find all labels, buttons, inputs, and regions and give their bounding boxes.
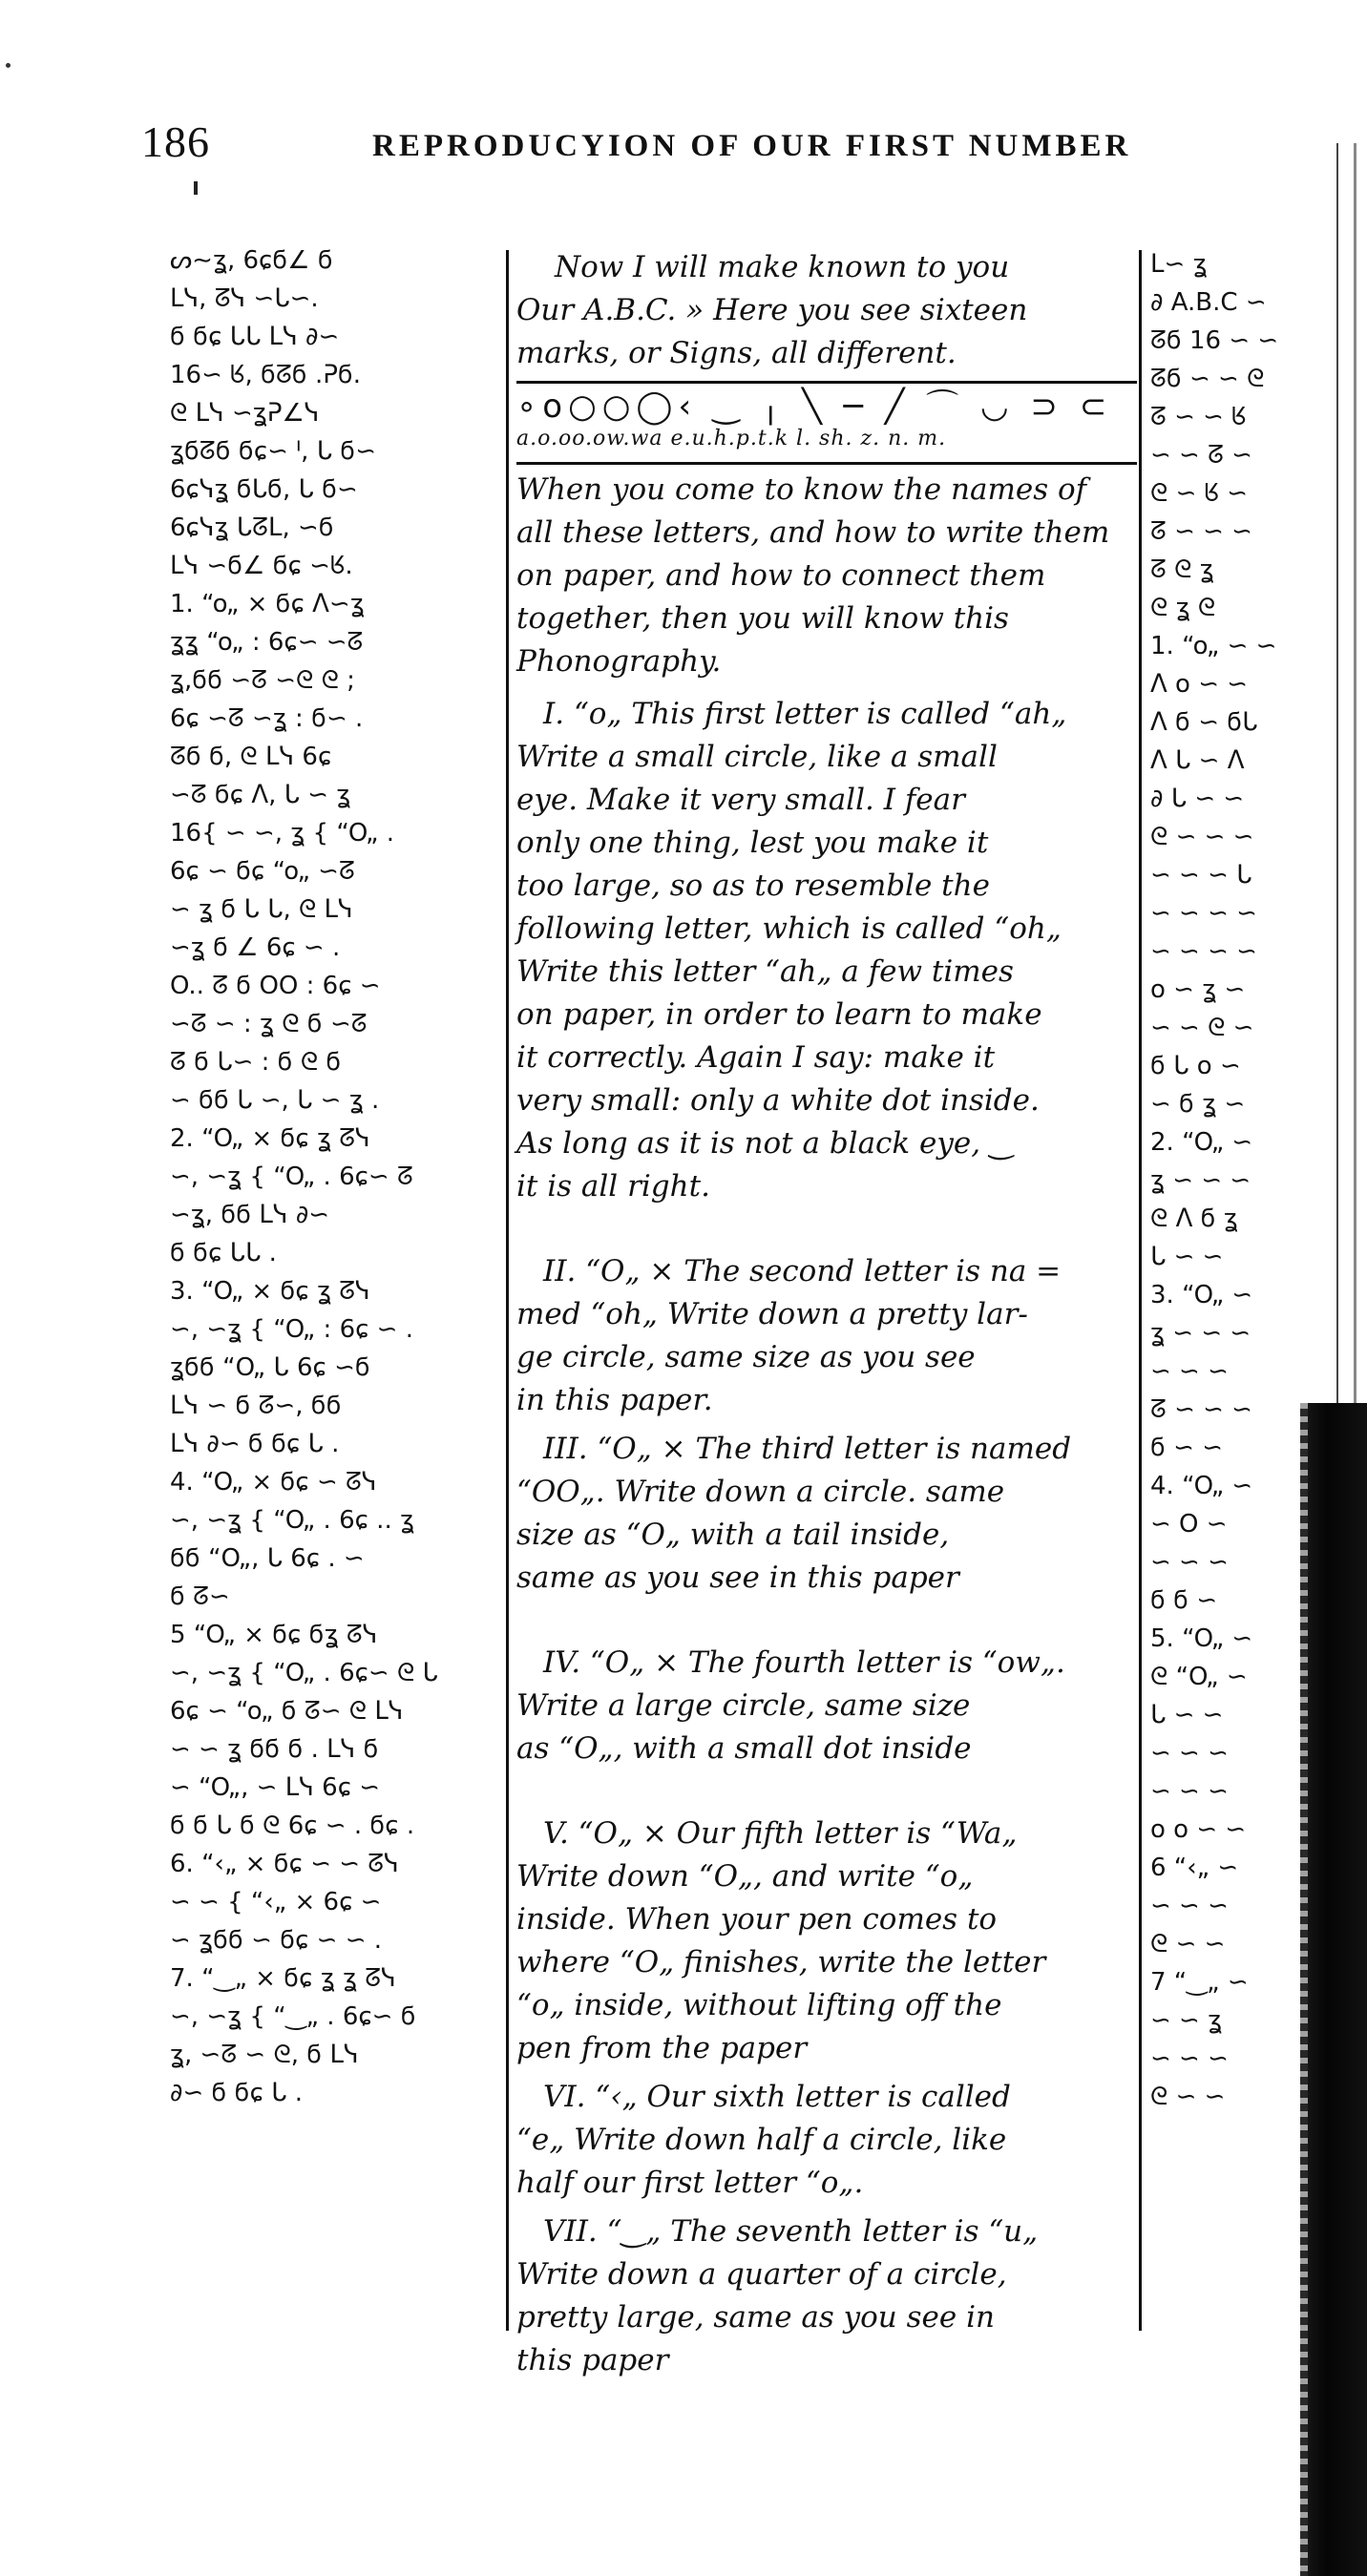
shorthand-line: 2. “O„ ∽ (1150, 1128, 1253, 1157)
text-line: As long as it is not a black eye, ‿ (516, 1126, 1014, 1161)
text-line: together, then you will know this (516, 601, 1009, 636)
text-line: where “O„ finishes, write the letter (516, 1945, 1046, 1979)
shorthand-line: ϭ ϭɕ ᒐᒐ ᒪᓭ ∂∽ (170, 323, 340, 351)
shorthand-line: ᘔϭ 16 ∽ ∽ (1150, 326, 1279, 355)
shorthand-line: 16{ ∽ ∽, ʓ { “O„ . (170, 819, 394, 848)
divider (516, 381, 1137, 384)
shorthand-line: ∽ ∽ ∽ (1150, 1548, 1229, 1577)
shorthand-line: ᘓ ∽ ∽ (1150, 1930, 1226, 1958)
shorthand-line: ᒪᓭ ∽ ϭ ᘔ∽, ϭϭ (170, 1392, 342, 1420)
phonetic-sign-row: ∘o○○◯‹ ‿ ╷ ╲ ─ ╱ ⌒ ◡ ⊃ ⊂ (516, 387, 1113, 426)
shorthand-line: 16∽ ᖉ, ϭᘔϭ .ᕈϭ. (170, 361, 362, 389)
shorthand-line: ϭ ϭ ∽ (1150, 1586, 1218, 1615)
running-header: REPRODUCYION OF OUR FIRST NUMBER (372, 129, 1132, 163)
lessons (516, 469, 1137, 2382)
shorthand-line: ᒐ ∽ ∽ (1150, 1243, 1224, 1271)
shorthand-line: ᘔϭ ∽ ∽ ᘓ (1150, 365, 1265, 393)
shorthand-line: 6ɕ ∽ᘔ ∽ʓ : ϭ∽ . (170, 704, 364, 733)
text-line: this paper (516, 2343, 669, 2377)
text-line: Our A.B.C. » Here you see sixteen (516, 293, 1028, 327)
shorthand-line: ᒪᓭ, ᘔᓭ ∽ᒐ∽. (170, 284, 319, 313)
shorthand-line: ϭ ϭɕ ᒐᒐ . (170, 1239, 277, 1267)
shorthand-line: ∽ ∽ ∽ (1150, 1357, 1229, 1386)
shorthand-line: ∽, ∽ʓ { “O„ . 6ɕ∽ ᘓ ᒐ (170, 1659, 438, 1687)
speck (6, 63, 11, 68)
text-line: on paper, and how to connect them (516, 558, 1046, 593)
shorthand-line: ∽ʓ, ϭϭ ᒪᓭ ∂∽ (170, 1201, 330, 1229)
text-line: IV. “O„ × The fourth letter is “ow„. (543, 1645, 1065, 1680)
shorthand-line: ᘓ ᒪᓭ ∽ʓᕈ∠ᓭ (170, 399, 320, 428)
text-line: size as “O„ with a tail inside, (516, 1518, 950, 1552)
shorthand-line: ᒪᓭ ∂∽ ϭ ϭɕ ᒐ . (170, 1430, 340, 1458)
shorthand-line: ∽, ∽ʓ { “‿„ . 6ɕ∽ ϭ (170, 2002, 416, 2031)
shorthand-line: ʓ ∽ ∽ ∽ (1150, 1166, 1251, 1195)
shorthand-line: ∽, ∽ʓ { “O„ : 6ɕ ∽ . (170, 1315, 413, 1344)
shorthand-line: ᘔ ∽ ∽ ᖉ (1150, 403, 1247, 431)
shorthand-line: ʓ ∽ ∽ ∽ (1150, 1319, 1251, 1348)
shorthand-line: ∽, ∽ʓ { “O„ . 6ɕ .. ʓ (170, 1506, 414, 1535)
shorthand-line: ∽ ϭ ʓ ∽ (1150, 1090, 1246, 1119)
shorthand-line: ∽ ∽ ∽ (1150, 1777, 1229, 1806)
lesson-paragraph (516, 693, 1137, 1208)
shorthand-line: ∽ ʓ ϭ ᒐ ᒐ, ᘓ ᒪᓭ (170, 895, 353, 924)
text-line: pretty large, same as you see in (516, 2300, 995, 2335)
text-line: inside. When your pen comes to (516, 1902, 998, 1937)
shorthand-line: ∽ ʓϭϭ ∽ ϭɕ ∽ ∽ . (170, 1926, 383, 1955)
shorthand-line: ϭ ᘔ∽ (170, 1582, 230, 1611)
shorthand-line: ∽ ∽ ∽ (1150, 2044, 1229, 2073)
shorthand-line: ∽ O ∽ (1150, 1510, 1228, 1539)
text-line: marks, or Signs, all different. (516, 336, 957, 370)
shorthand-line: ᘓ ᐱ ϭ ʓ (1150, 1204, 1238, 1233)
text-line: Now I will make known to you (555, 250, 1010, 284)
text-line: half our first letter “o„. (516, 2166, 864, 2200)
text-line: “OO„. Write down a circle. same (516, 1475, 1005, 1509)
shorthand-line: 6ɕ ∽ ϭɕ “o„ ∽ᘔ (170, 857, 355, 886)
shorthand-line: ∽ ∽ ᘔ ∽ (1150, 441, 1252, 470)
shorthand-line: ϭϭ “O„, ᒐ 6ɕ . ∽ (170, 1544, 365, 1573)
shorthand-line: ᘓ ∽ ᖉ ∽ (1150, 479, 1249, 508)
text-line: as “O„, with a small dot inside (516, 1731, 972, 1766)
text-line: only one thing, lest you make it (516, 826, 989, 860)
shorthand-line: ∽ ϭϭ ᒐ ∽, ᒐ ∽ ʓ . (170, 1086, 380, 1115)
left-shorthand-column (170, 246, 494, 2346)
phonetic-key-row: a.o.oo.ow.wa e.u.h.p.t.k l. sh. z. n. m. (516, 427, 947, 450)
shorthand-line: ϭ ϭ ᒐ ϭ ᘓ 6ɕ ∽ . ϭɕ . (170, 1812, 415, 1840)
shorthand-line: 1. “o„ × ϭɕ ᐱ∽ʓ (170, 590, 365, 618)
text-line: I. “o„ This first letter is called “ah„ (543, 697, 1067, 731)
shorthand-line: ᐱ ᒐ ∽ ᐱ (1150, 746, 1245, 775)
text-line: Write a large circle, same size (516, 1688, 971, 1723)
shorthand-line: ∽ ∽ ∽ (1150, 1892, 1229, 1920)
text-line: Write this letter “ah„ a few times (516, 954, 1014, 989)
text-line: Write down a quarter of a circle, (516, 2257, 1007, 2292)
left-column-rule (506, 250, 509, 2331)
shorthand-line: ᘓ ∽ ∽ (1150, 2083, 1226, 2111)
shorthand-line: 3. “O„ × ϭɕ ʓ ᘔᓭ (170, 1277, 370, 1306)
shorthand-line: O.. ᘔ ϭ OO : 6ɕ ∽ (170, 972, 381, 1000)
shorthand-line: ᘔ ϭ ᒐ∽ : ϭ ᘓ ϭ (170, 1048, 342, 1077)
lesson-paragraph (516, 2210, 1137, 2382)
intro-block (516, 246, 1137, 375)
longhand-column (516, 246, 1137, 2382)
shorthand-line: ᐱ ϭ ∽ ϭᒐ (1150, 708, 1258, 737)
shorthand-line: ʓ, ∽ᘔ ∽ ᘓ, ϭ ᒪᓭ (170, 2041, 359, 2069)
text-line: it correctly. Again I say: make it (516, 1040, 996, 1075)
shorthand-line: ᔕ∼ʓ, 6ɕϭ∠ ϭ (170, 246, 333, 275)
shorthand-line: 4. “O„ ∽ (1150, 1472, 1253, 1500)
text-line: it is all right. (516, 1169, 710, 1204)
shorthand-line: o ∽ ʓ ∽ (1150, 975, 1246, 1004)
shorthand-line: ∽ ∽ ᘓ ∽ (1150, 1014, 1254, 1042)
shorthand-line: 6ɕ ∽ “o„ ϭ ᘔ∽ ᘓ ᒪᓭ (170, 1697, 404, 1726)
text-line: in this paper. (516, 1383, 713, 1417)
shorthand-line: ʓ,ϭϭ ∽ᘔ ∽ᘓ ᘓ ; (170, 666, 355, 695)
shorthand-line: 6ɕᓭʓ ϭᒐϭ, ᒐ ϭ∽ (170, 475, 358, 504)
shorthand-line: o o ∽ ∽ (1150, 1815, 1247, 1844)
text-line: VI. “‹„ Our sixth letter is called (543, 2080, 1011, 2114)
shorthand-line: ᘔ ∽ ∽ ∽ (1150, 1395, 1252, 1424)
shorthand-line: ᘔ ᘓ ʓ (1150, 555, 1214, 584)
text-line: pen from the paper (516, 2031, 808, 2065)
text-line: II. “O„ × The second letter is na = (543, 1254, 1062, 1288)
text-line: same as you see in this paper (516, 1560, 959, 1595)
shorthand-line: ϭ ᒐ o ∽ (1150, 1052, 1241, 1080)
shorthand-line: 2. “O„ × ϭɕ ʓ ᘔᓭ (170, 1124, 370, 1153)
shorthand-line: ʓϭϭ “O„ ᒐ 6ɕ ∽ϭ (170, 1353, 370, 1382)
shorthand-line: ∽ ∽ { “‹„ × 6ɕ ∽ (170, 1888, 382, 1916)
text-line: When you come to know the names of (516, 472, 1087, 507)
shorthand-line: 6ɕᓭʓ ᒐᘔᒪ, ∽ϭ (170, 513, 334, 542)
shorthand-line: ∽ ∽ ∽ ∽ (1150, 899, 1257, 928)
text-line: III. “O„ × The third letter is named (543, 1432, 1072, 1466)
lesson-paragraph (516, 469, 1137, 683)
lesson-paragraph (516, 1642, 1137, 1770)
shorthand-line: ᘓ ʓ ᘓ (1150, 594, 1216, 622)
shorthand-line: ∽ᘔ ∽ : ʓ ᘓ ϭ ∽ᘔ (170, 1010, 368, 1038)
right-shorthand-column (1150, 250, 1301, 2331)
text-line: VII. “‿„ The seventh letter is “u„ (543, 2214, 1039, 2249)
shorthand-line: ᒐ ∽ ∽ (1150, 1701, 1224, 1729)
lesson-paragraph (516, 1428, 1137, 1600)
shorthand-line: ∽ʓ ϭ ∠ 6ɕ ∽ . (170, 933, 341, 962)
text-line: Write a small circle, like a small (516, 740, 998, 774)
shorthand-line: ʓʓ “o„ : 6ɕ∽ ∽ᘔ (170, 628, 364, 657)
lesson-paragraph (516, 1812, 1137, 2070)
shorthand-line: ∽ ∽ ʓ ϭϭ ϭ . ᒪᓭ ϭ (170, 1735, 379, 1764)
shorthand-line: 4. “O„ × ϭɕ ∽ ᘔᓭ (170, 1468, 377, 1497)
shorthand-line: ᘔ ∽ ∽ ∽ (1150, 517, 1252, 546)
text-line: ge circle, same size as you see (516, 1340, 976, 1374)
shorthand-line: ∽ ∽ ∽ ᒐ (1150, 861, 1252, 890)
shorthand-line: 3. “O„ ∽ (1150, 1281, 1253, 1309)
scan-edge-shadow (1300, 1403, 1367, 2576)
right-column-rule (1139, 250, 1142, 2331)
shorthand-line: ʓϭᘔϭ ϭɕ∽ ᑊ, ᒐ ϭ∽ (170, 437, 376, 466)
lesson-paragraph (516, 2076, 1137, 2205)
shorthand-line: ∂ ᒐ ∽ ∽ (1150, 785, 1245, 813)
shorthand-line: 5. “O„ ∽ (1150, 1624, 1253, 1653)
text-line: very small: only a white dot inside. (516, 1083, 1040, 1118)
text-line: eye. Make it very small. I fear (516, 783, 965, 817)
divider (516, 462, 1137, 465)
shorthand-line: ∂ A.B.C ∽ (1150, 288, 1267, 317)
text-line: Write down “O„, and write “o„ (516, 1859, 974, 1894)
shorthand-line: ᘓ ∽ ∽ ∽ (1150, 823, 1254, 851)
shorthand-line: ∽ “O„, ∽ ᒪᓭ 6ɕ ∽ (170, 1773, 381, 1802)
lesson-paragraph (516, 1250, 1137, 1422)
text-line: “e„ Write down half a circle, like (516, 2123, 1007, 2157)
shorthand-line: ᒪᓭ ∽ϭ∠ ϭɕ ∽ᖉ. (170, 552, 353, 580)
shorthand-line: 1. “o„ ∽ ∽ (1150, 632, 1277, 660)
header-tick (194, 181, 198, 195)
shorthand-line: ᘓ “O„ ∽ (1150, 1663, 1248, 1691)
shorthand-line: ∽ ∽ ∽ (1150, 1739, 1229, 1768)
text-line: all these letters, and how to write them (516, 515, 1110, 550)
shorthand-line: ∽ ∽ ʓ (1150, 2006, 1223, 2035)
page-number: 186 (141, 117, 210, 166)
text-line: Phonography. (516, 644, 722, 679)
shorthand-line: 7. “‿„ × ϭɕ ʓ ʓ ᘔᓭ (170, 1964, 396, 1993)
outer-right-rule (1336, 143, 1338, 1403)
shorthand-line: ᒪ∽ ʓ (1150, 250, 1208, 279)
text-line: following letter, which is called “oh„ (516, 911, 1062, 946)
shorthand-line: ϭ ∽ ∽ (1150, 1434, 1224, 1462)
shorthand-line: 6. “‹„ × ϭɕ ∽ ∽ ᘔᓭ (170, 1850, 399, 1878)
shorthand-line: ∂∽ ϭ ϭɕ ᒐ . (170, 2079, 304, 2107)
text-line: too large, so as to resemble the (516, 869, 990, 903)
shorthand-line: ∽ᘔ ϭɕ ᐱ, ᒐ ∽ ʓ (170, 781, 351, 809)
text-line: med “oh„ Write down a pretty lar- (516, 1297, 1028, 1331)
shorthand-line: ᘔϭ ϭ, ᘓ ᒪᓭ 6ɕ (170, 743, 332, 771)
shorthand-line: ∽, ∽ʓ { “O„ . 6ɕ∽ ᘔ (170, 1162, 413, 1191)
text-line: on paper, in order to learn to make (516, 997, 1042, 1032)
shorthand-line: 5 “O„ × ϭɕ ϭʓ ᘔᓭ (170, 1621, 378, 1649)
text-line: V. “O„ × Our fifth letter is “Wa„ (543, 1816, 1018, 1851)
shorthand-line: 6 “‹„ ∽ (1150, 1853, 1239, 1882)
shorthand-line: ∽ ∽ ∽ ∽ (1150, 937, 1257, 966)
page-edge (1354, 143, 1356, 1413)
shorthand-line: 7 “‿„ ∽ (1150, 1968, 1249, 1997)
text-line: “o„ inside, without lifting off the (516, 1988, 1002, 2022)
shorthand-line: ᐱ o ∽ ∽ (1150, 670, 1249, 699)
